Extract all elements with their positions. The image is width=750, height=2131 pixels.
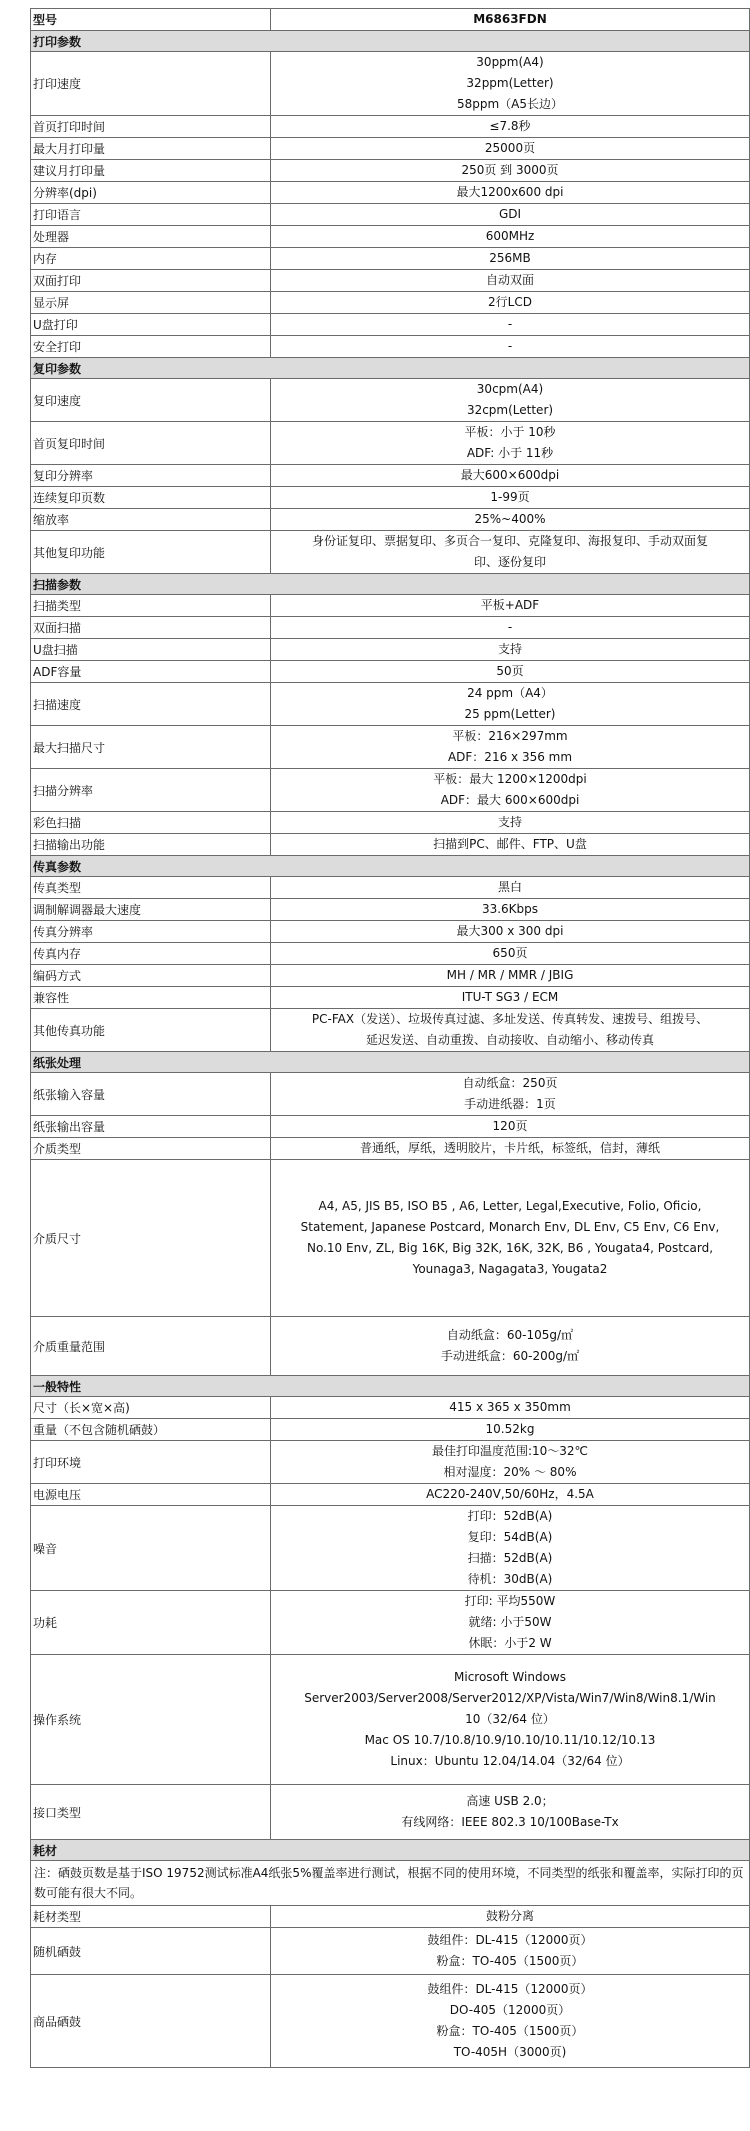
spec-value-line: Server2003/Server2008/Server2012/XP/Vista/Win7/Win8/Win8.1/Win (304, 1691, 716, 1705)
spec-label: 扫描速度 (31, 683, 271, 726)
spec-label: 复印分辨率 (31, 465, 271, 487)
spec-label: 扫描分辨率 (31, 769, 271, 812)
spec-label: 彩色扫描 (31, 812, 271, 834)
spec-value-line: 平板：小于 10秒 (464, 425, 556, 439)
spec-value-line: 身份证复印、票据复印、多页合一复印、克隆复印、海报复印、手动双面复 (311, 534, 708, 548)
spec-value-line: 25%~400% (474, 512, 546, 526)
spec-label: 扫描输出功能 (31, 834, 271, 856)
spec-value (271, 1506, 750, 1591)
spec-value (271, 943, 750, 965)
section-header-row (31, 31, 750, 52)
spec-label: 调制解调器最大速度 (31, 899, 271, 921)
section-header-row (31, 1052, 750, 1073)
spec-value-line: 待机：30dB(A) (467, 1572, 553, 1586)
spec-value (271, 1975, 750, 2068)
spec-value-line: AC220-240V,50/60Hz，4.5A (426, 1487, 594, 1501)
spec-value-line: 扫描：52dB(A) (467, 1551, 553, 1565)
spec-value (271, 379, 750, 422)
spec-value (271, 1419, 750, 1441)
section-title: 打印参数 (31, 31, 750, 52)
spec-value-line: 相对湿度：20% ～ 80% (443, 1465, 577, 1479)
spec-value (271, 270, 750, 292)
spec-value-line: 鼓粉分离 (485, 1909, 534, 1923)
spec-value (271, 661, 750, 683)
spec-row (31, 834, 750, 856)
spec-label: 电源电压 (31, 1484, 271, 1506)
spec-table (30, 8, 750, 2068)
spec-row (31, 487, 750, 509)
spec-value (271, 595, 750, 617)
spec-value-line: 平板：最大 1200×1200dpi (433, 772, 587, 786)
spec-value (271, 1591, 750, 1655)
spec-label: 打印环境 (31, 1441, 271, 1484)
spec-value-line: 256MB (489, 251, 531, 265)
spec-value-line: 粉盒：TO-405（1500页） (436, 2024, 584, 2038)
spec-value-line: 最大300 x 300 dpi (456, 924, 564, 938)
spec-row (31, 336, 750, 358)
spec-value-line: 延迟发送、自动重拨、自动接收、自动缩小、移动传真 (365, 1033, 654, 1047)
spec-row (31, 1975, 750, 2068)
spec-value-line: 10（32/64 位） (465, 1712, 555, 1726)
spec-row (31, 1397, 750, 1419)
spec-value-line: 鼓组件：DL-415（12000页） (427, 1982, 593, 1996)
spec-label: U盘扫描 (31, 639, 271, 661)
spec-row (31, 465, 750, 487)
spec-row (31, 639, 750, 661)
spec-label: 传真类型 (31, 877, 271, 899)
spec-value (271, 1138, 750, 1160)
spec-value (271, 509, 750, 531)
spec-label: 纸张输出容量 (31, 1116, 271, 1138)
spec-label: 复印速度 (31, 379, 271, 422)
spec-row (31, 116, 750, 138)
spec-label: 打印语言 (31, 204, 271, 226)
spec-value (271, 877, 750, 899)
spec-label: 介质尺寸 (31, 1160, 271, 1317)
spec-value-line: ADF: 小于 11秒 (466, 446, 554, 460)
spec-row (31, 1441, 750, 1484)
spec-row (31, 1073, 750, 1116)
spec-label: 连续复印页数 (31, 487, 271, 509)
spec-value (271, 987, 750, 1009)
spec-row (31, 683, 750, 726)
spec-value (271, 899, 750, 921)
spec-value-line: ITU-T SG3 / ECM (461, 990, 559, 1004)
spec-value (271, 639, 750, 661)
consumables-note: 注：硒鼓页数是基于ISO 19752测试标准A4纸张5%覆盖率进行测试，根据不同的使用环境，不同类型的纸张和覆盖率，实际打印的页数可能有很大不同。 (31, 1861, 750, 1906)
spec-value-line: 250页 到 3000页 (461, 163, 559, 177)
spec-value-line: 自动双面 (485, 273, 534, 287)
spec-label: 建议月打印量 (31, 160, 271, 182)
spec-value-line: ADF：216 x 356 mm (447, 750, 573, 764)
section-title: 传真参数 (31, 856, 750, 877)
spec-value-line: PC-FAX（发送）、垃圾传真过滤、多址发送、传真转发、速拨号、组拨号、 (311, 1012, 709, 1026)
spec-row (31, 812, 750, 834)
spec-value (271, 1160, 750, 1317)
spec-row (31, 1655, 750, 1785)
spec-row (31, 595, 750, 617)
spec-row (31, 921, 750, 943)
spec-row (31, 204, 750, 226)
spec-value-line: Statement, Japanese Postcard, Monarch Env, DL Env, C5 Env, C6 Env, (300, 1220, 720, 1234)
spec-value (271, 1009, 750, 1052)
spec-label: 双面扫描 (31, 617, 271, 639)
spec-value-line: 2行LCD (488, 295, 532, 309)
spec-value-line: No.10 Env, ZL, Big 16K, Big 32K, 16K, 32K, B6 , Yougata4, Postcard, (306, 1241, 714, 1255)
spec-value-line: 平板：216×297mm (452, 729, 568, 743)
spec-row (31, 987, 750, 1009)
spec-row (31, 726, 750, 769)
spec-value-line: 复印：54dB(A) (467, 1530, 553, 1544)
spec-value-line: 33.6Kbps (481, 902, 539, 916)
spec-value-line: 印、逐份复印 (473, 555, 546, 569)
section-title: 纸张处理 (31, 1052, 750, 1073)
section-title: 复印参数 (31, 358, 750, 379)
spec-value (271, 226, 750, 248)
spec-label: ADF容量 (31, 661, 271, 683)
spec-row (31, 1506, 750, 1591)
spec-value-line: 24 ppm（A4） (467, 686, 553, 700)
model-header-label: 型号 (31, 9, 271, 31)
spec-label: 尺寸（长×宽×高) (31, 1397, 271, 1419)
spec-label: 处理器 (31, 226, 271, 248)
spec-label: 噪音 (31, 1506, 271, 1591)
spec-label: 分辨率(dpi) (31, 182, 271, 204)
spec-label: 其他复印功能 (31, 531, 271, 574)
spec-value-line: 休眠：小于2 W (468, 1636, 552, 1650)
spec-value-line: Linux：Ubuntu 12.04/14.04（32/64 位） (390, 1754, 630, 1768)
spec-value-line: 支持 (497, 642, 522, 656)
spec-value-line: 黑白 (497, 880, 522, 894)
section-header-row (31, 1840, 750, 1861)
spec-value (271, 1785, 750, 1840)
spec-value-line: 平板+ADF (480, 598, 540, 612)
spec-sheet (30, 8, 750, 2068)
spec-label: 商品硒鼓 (31, 1975, 271, 2068)
spec-label: 操作系统 (31, 1655, 271, 1785)
spec-value-line: 就绪: 小于50W (468, 1615, 552, 1629)
spec-value-line: 25000页 (484, 141, 536, 155)
spec-value-line: 120页 (492, 1119, 528, 1133)
spec-label: 编码方式 (31, 965, 271, 987)
spec-row (31, 899, 750, 921)
spec-label: 传真分辨率 (31, 921, 271, 943)
spec-label: 首页复印时间 (31, 422, 271, 465)
spec-value-line: 鼓组件：DL-415（12000页） (427, 1933, 593, 1947)
spec-value-line: 600MHz (485, 229, 535, 243)
spec-value (271, 336, 750, 358)
section-title: 耗材 (31, 1840, 750, 1861)
spec-value (271, 1441, 750, 1484)
spec-row (31, 943, 750, 965)
spec-label: 兼容性 (31, 987, 271, 1009)
spec-value (271, 160, 750, 182)
spec-value-line: 自动纸盒：60-105g/㎡ (446, 1328, 574, 1342)
spec-value (271, 1317, 750, 1376)
spec-value-line: 最佳打印温度范围:10～32℃ (431, 1444, 589, 1458)
spec-row (31, 769, 750, 812)
spec-value-line: 1-99页 (490, 490, 530, 504)
spec-row (31, 1138, 750, 1160)
spec-value (271, 617, 750, 639)
section-title: 一般特性 (31, 1376, 750, 1397)
spec-row (31, 379, 750, 422)
section-header-row (31, 358, 750, 379)
spec-label: 显示屏 (31, 292, 271, 314)
spec-value (271, 812, 750, 834)
spec-value-line: DO-405（12000页） (449, 2003, 571, 2017)
spec-row (31, 509, 750, 531)
spec-row (31, 248, 750, 270)
spec-label: 首页打印时间 (31, 116, 271, 138)
consumables-note-row (31, 1861, 750, 1906)
section-header-row (31, 574, 750, 595)
spec-value-line: 10.52kg (485, 1422, 535, 1436)
spec-value (271, 1906, 750, 1928)
spec-label: 重量（不包含随机硒鼓） (31, 1419, 271, 1441)
spec-value-line: TO-405H（3000页) (453, 2045, 567, 2059)
spec-row (31, 1160, 750, 1317)
spec-label: U盘打印 (31, 314, 271, 336)
spec-label: 安全打印 (31, 336, 271, 358)
spec-value (271, 1484, 750, 1506)
spec-label: 扫描类型 (31, 595, 271, 617)
spec-value (271, 52, 750, 116)
spec-value (271, 1655, 750, 1785)
spec-label: 其他传真功能 (31, 1009, 271, 1052)
spec-row (31, 1116, 750, 1138)
spec-value (271, 965, 750, 987)
spec-value (271, 116, 750, 138)
spec-row (31, 661, 750, 683)
spec-row (31, 617, 750, 639)
spec-row (31, 877, 750, 899)
spec-value-line: 58ppm（A5长边） (456, 97, 564, 111)
model-header-row (31, 9, 750, 31)
spec-value-line: 打印：52dB(A) (467, 1509, 553, 1523)
spec-row (31, 965, 750, 987)
spec-value (271, 138, 750, 160)
spec-value (271, 1928, 750, 1975)
spec-value-line: 最大1200x600 dpi (456, 185, 564, 199)
spec-value-line: MH / MR / MMR / JBIG (446, 968, 574, 982)
spec-value (271, 769, 750, 812)
spec-value (271, 1073, 750, 1116)
spec-value-line: 高速 USB 2.0； (466, 1794, 554, 1808)
spec-value-line: 415 x 365 x 350mm (449, 1400, 571, 1414)
spec-label: 耗材类型 (31, 1906, 271, 1928)
spec-label: 传真内存 (31, 943, 271, 965)
spec-row (31, 1419, 750, 1441)
spec-value-line: 最大600×600dpi (460, 468, 560, 482)
spec-value (271, 487, 750, 509)
spec-value-line: Microsoft Windows (454, 1670, 566, 1684)
spec-row (31, 1906, 750, 1928)
spec-row (31, 1484, 750, 1506)
spec-row (31, 160, 750, 182)
spec-value-line: - (507, 620, 513, 634)
spec-value-line: ≤7.8秒 (489, 119, 531, 133)
spec-row (31, 314, 750, 336)
spec-value (271, 531, 750, 574)
spec-value (271, 726, 750, 769)
spec-value-line: 有线网络：IEEE 802.3 10/100Base-Tx (401, 1815, 619, 1829)
spec-value (271, 921, 750, 943)
spec-value-line: 650页 (492, 946, 528, 960)
spec-value-line: 32ppm(Letter) (466, 76, 554, 90)
spec-value-line: Mac OS 10.7/10.8/10.9/10.10/10.11/10.12/10.13 (364, 1733, 656, 1747)
spec-value-line: 自动纸盒：250页 (462, 1076, 558, 1090)
spec-value-line: GDI (498, 207, 522, 221)
model-name: M6863FDN (271, 9, 750, 31)
spec-label: 最大扫描尺寸 (31, 726, 271, 769)
spec-label: 介质类型 (31, 1138, 271, 1160)
spec-value (271, 1116, 750, 1138)
spec-label: 介质重量范围 (31, 1317, 271, 1376)
spec-label: 内存 (31, 248, 271, 270)
spec-value-line: 粉盒：TO-405（1500页） (436, 1954, 584, 1968)
spec-value (271, 292, 750, 314)
spec-value (271, 182, 750, 204)
spec-value-line: 手动进纸盒：60-200g/㎡ (440, 1349, 580, 1363)
spec-value-line: 32cpm(Letter) (466, 403, 554, 417)
spec-row (31, 1009, 750, 1052)
spec-value-line: Younaga3, Nagagata3, Yougata2 (412, 1262, 608, 1276)
spec-value (271, 834, 750, 856)
spec-value (271, 204, 750, 226)
spec-value-line: 普通纸，厚纸，透明胶片，卡片纸，标签纸，信封，薄纸 (359, 1141, 660, 1155)
spec-value (271, 465, 750, 487)
spec-row (31, 1928, 750, 1975)
section-header-row (31, 1376, 750, 1397)
spec-label: 打印速度 (31, 52, 271, 116)
spec-label: 纸张输入容量 (31, 1073, 271, 1116)
spec-row (31, 531, 750, 574)
spec-value-line: 30cpm(A4) (476, 382, 544, 396)
spec-label: 功耗 (31, 1591, 271, 1655)
spec-label: 接口类型 (31, 1785, 271, 1840)
section-header-row (31, 856, 750, 877)
spec-label: 随机硒鼓 (31, 1928, 271, 1975)
spec-row (31, 226, 750, 248)
spec-label: 缩放率 (31, 509, 271, 531)
spec-value-line: ADF：最大 600×600dpi (440, 793, 580, 807)
spec-value-line: 打印: 平均550W (464, 1594, 556, 1608)
spec-row (31, 138, 750, 160)
spec-label: 双面打印 (31, 270, 271, 292)
spec-row (31, 1785, 750, 1840)
spec-value-line: 50页 (496, 664, 524, 678)
spec-value-line: 手动进纸器：1页 (464, 1097, 556, 1111)
spec-value-line: 25 ppm(Letter) (464, 707, 556, 721)
spec-value (271, 422, 750, 465)
spec-row (31, 1317, 750, 1376)
spec-value-line: 30ppm(A4) (476, 55, 544, 69)
spec-value-line: 扫描到PC、邮件、FTP、U盘 (433, 837, 587, 851)
spec-value (271, 683, 750, 726)
spec-label: 最大月打印量 (31, 138, 271, 160)
spec-row (31, 182, 750, 204)
spec-row (31, 292, 750, 314)
spec-row (31, 422, 750, 465)
spec-value (271, 1397, 750, 1419)
spec-value-line: - (507, 317, 513, 331)
spec-row (31, 270, 750, 292)
spec-value (271, 248, 750, 270)
spec-value-line: A4, A5, JIS B5, ISO B5 , A6, Letter, Legal,Executive, Folio, Oficio, (318, 1199, 702, 1213)
section-title: 扫描参数 (31, 574, 750, 595)
spec-value (271, 314, 750, 336)
spec-row (31, 1591, 750, 1655)
spec-value-line: 支持 (497, 815, 522, 829)
spec-value-line: - (507, 339, 513, 353)
spec-row (31, 52, 750, 116)
